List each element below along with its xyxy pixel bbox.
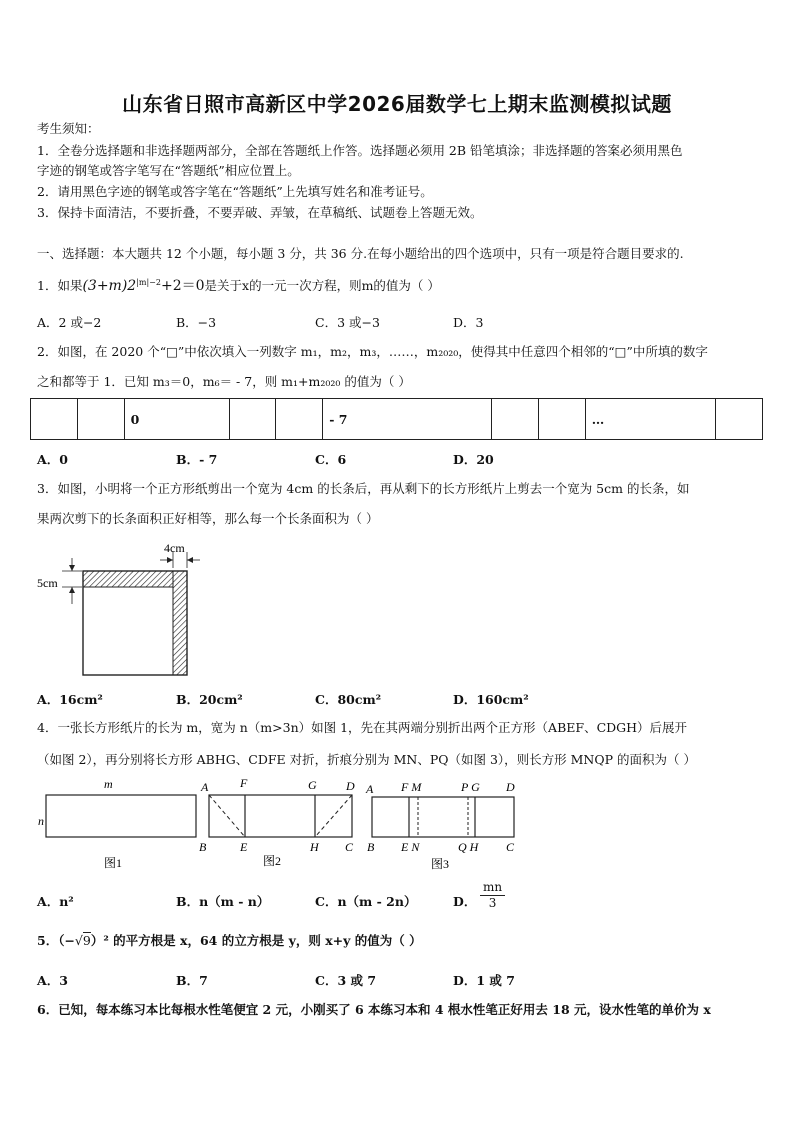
label-4cm: 4cm [164, 541, 185, 555]
q1-equation-tail: +2＝0 [160, 278, 205, 295]
sequence-cell: - 7 [323, 399, 492, 440]
q6-line-1: 6．已知，每本练习本比每根水性笔便宜 2 元，小刚买了 6 本练习本和 4 根水性笔正好用去 18 元，设水性笔的单价为 x [37, 1002, 711, 1017]
fig3-label-b: B [367, 840, 375, 854]
q1-option-c: C．3 或−3 [315, 315, 380, 330]
fig3-rectangle [372, 797, 514, 837]
q1-exponent: |m|−2 [136, 278, 161, 287]
fig3-label-fm: F M [401, 780, 422, 794]
q3-option-a: A．16cm² [37, 692, 103, 707]
q5-prefix: 5．（− [37, 933, 75, 948]
label-5cm: 5cm [37, 576, 58, 590]
q3-option-c: C．80cm² [315, 692, 382, 707]
q2-option-c: C．6 [315, 452, 347, 467]
sequence-cell [31, 399, 78, 440]
question-5 [37, 933, 422, 949]
q5-option-b: B．7 [176, 973, 208, 988]
fig2-label-h: H [310, 840, 319, 854]
notice-line-4: 3．保持卡面清洁，不要折叠，不要弄破、弄皱，在草稿纸、试题卷上答题无效。 [37, 205, 483, 220]
q2-line-2: 之和都等于 1．已知 m₃＝0，m₆＝ - 7，则 m₁+m₂₀₂₀ 的值为（ ） [37, 374, 411, 389]
fig1-rectangle [46, 795, 196, 837]
q1-option-d: D．3 [453, 315, 484, 330]
q4-option-d: D． [453, 894, 477, 909]
q4-line-1: 4．一张长方形纸片的长为 m，宽为 n（m>3n）如图 1，先在其两端分别折出两个正方形（ABEF、CDGH）后展开 [37, 720, 688, 735]
q4-option-a: A．n² [37, 894, 74, 909]
fig1-label-m: m [104, 777, 113, 791]
fig2-label-d: D [346, 779, 355, 793]
sequence-cell: … [585, 399, 715, 440]
q3-line-2: 果两次剪下的长条面积正好相等，那么每一个长条面积为（ ） [37, 511, 379, 526]
q1-prefix: 1．如果 [37, 278, 83, 294]
fig3-label-c: C [506, 840, 515, 854]
fig2-label-g: G [308, 778, 317, 792]
sequence-cell [77, 399, 124, 440]
fig2-label-e: E [240, 840, 248, 854]
q1-option-a: A．2 或−2 [37, 315, 102, 330]
q5-option-a: A．3 [37, 973, 68, 988]
sequence-cell [229, 399, 276, 440]
fig1-label-n: n [38, 814, 44, 828]
q4-option-b: B．n（m - n） [176, 894, 270, 909]
square-strip-figure [36, 538, 206, 684]
notice-heading: 考生须知： [37, 121, 100, 136]
sqrt-sign-icon: √ [74, 933, 83, 948]
section-heading: 一、选择题：本大题共 12 个小题，每小题 3 分，共 36 分.在每小题给出的四个选项中，只有一项是符合题目要求的. [37, 246, 684, 261]
q1-text: 是关于x的一元一次方程，则m的值为（ ） [204, 278, 440, 294]
question-1 [37, 275, 440, 294]
notice-line-3: 2．请用黑色字迹的钢笔或答字笔在“答题纸”上先填写姓名和准考证号。 [37, 184, 433, 199]
q5-option-d: D．1 或 7 [453, 973, 515, 988]
fig3-caption: 图3 [431, 857, 450, 871]
fig2-label-a: A [201, 780, 209, 794]
fig2-label-f: F [240, 776, 248, 790]
q4-option-d-fraction [480, 880, 505, 911]
fig1-caption: 图1 [104, 856, 123, 870]
fig3-label-d: D [506, 780, 515, 794]
notice-line-1: 1．全卷分选择题和非选择题两部分，全部在答题纸上作答。选择题必须用 2B 铅笔填涂；非选择题的答案必须用黑色 [37, 143, 683, 158]
q2-option-a: A．0 [37, 452, 68, 467]
sequence-cell [716, 399, 763, 440]
sequence-cell [276, 399, 323, 440]
q3-option-d: D．160cm² [453, 692, 529, 707]
q3-option-b: B．20cm² [176, 692, 243, 707]
sequence-cell [492, 399, 539, 440]
q3-line-1: 3．如图，小明将一个正方形纸剪出一个宽为 4cm 的长条后，再从剩下的长方形纸片上剪去一个宽为 5cm 的长条，如 [37, 481, 690, 496]
sequence-cell: 0 [124, 399, 229, 440]
fig2-caption: 图2 [263, 854, 282, 868]
notice-line-2: 字迹的钢笔或答字笔写在“答题纸”相应位置上。 [37, 163, 300, 178]
fig2-label-c: C [345, 840, 354, 854]
q5-radicand: 9 [82, 933, 91, 948]
fig3-label-a: A [366, 782, 374, 796]
fraction-numerator: mn [480, 880, 505, 896]
q1-option-b: B．−3 [176, 315, 217, 330]
folding-figures [34, 775, 524, 875]
q4-option-c: C．n（m - 2n） [315, 894, 417, 909]
fig2-rectangle [209, 795, 352, 837]
q5-text: ）² 的平方根是 x，64 的立方根是 y，则 x+y 的值为（ ） [90, 933, 422, 948]
fig3-label-en: E N [401, 840, 420, 854]
page-title: 山东省日照市高新区中学2026届数学七上期末监测模拟试题 [122, 92, 672, 116]
q2-option-d: D．20 [453, 452, 494, 467]
fig2-label-b: B [199, 840, 207, 854]
q2-line-1: 2．如图，在 2020 个“□”中依次填入一列数字 m₁，m₂，m₃，……，m₂₀₂₀，使得其中任意四个相邻的“□”中所填的数字 [37, 344, 708, 359]
fig3-label-pg: P G [461, 780, 480, 794]
q5-option-c: C．3 或 7 [315, 973, 377, 988]
q2-option-b: B．- 7 [176, 452, 218, 467]
sequence-cell [538, 399, 585, 440]
q4-line-2: （如图 2），再分别将长方形 ABHG、CDFE 对折，折痕分别为 MN、PQ（如图 3），则长方形 MNQP 的面积为（ ） [37, 752, 696, 767]
q1-expression: (3+m)2 [82, 278, 137, 295]
fig3-label-qh: Q H [458, 840, 479, 854]
sequence-table [30, 398, 763, 440]
fraction-denominator: 3 [488, 896, 497, 910]
